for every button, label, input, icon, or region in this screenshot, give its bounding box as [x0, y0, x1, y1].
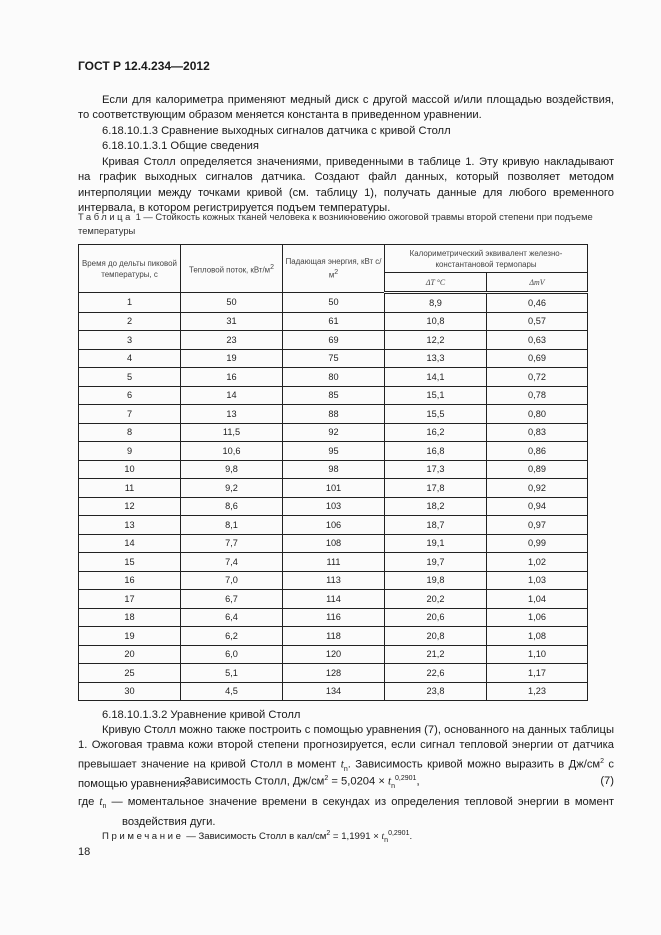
table-cell: 5,1: [181, 664, 283, 683]
table-cell: 1,03: [487, 571, 588, 590]
table-row: [79, 423, 588, 442]
table-row: [79, 497, 588, 516]
table-cell: 6: [79, 386, 181, 405]
table-cell: 17: [79, 590, 181, 609]
table-row: [79, 349, 588, 368]
table-cell: 95: [283, 442, 385, 461]
table-row: [79, 479, 588, 498]
table-row: [79, 368, 588, 387]
table-cell: 15,1: [385, 386, 487, 405]
where-clause: где $t_n$ — моментальное значение времени в секундах из определения тепловой энергии в момент воздействия дуги.: [78, 796, 614, 828]
table-cell: 10,6: [181, 442, 283, 461]
table-cell: 6,2: [181, 627, 283, 646]
table-cell: 19: [79, 627, 181, 646]
table-cell: 9: [79, 442, 181, 461]
table-cell: 25: [79, 664, 181, 683]
note: Примечание — Зависимость Столл в кал/$см^2 = 1,1991 \times t_n^{0,2901}$.: [102, 830, 413, 845]
table-cell: 0,57: [487, 312, 588, 331]
table-cell: 19: [181, 349, 283, 368]
table-row: [79, 553, 588, 572]
table-cell: 12,2: [385, 331, 487, 350]
table-cell: 111: [283, 553, 385, 572]
table-cell: 0,72: [487, 368, 588, 387]
table-cell: 1,02: [487, 553, 588, 572]
col-header-time: Время до дельты пиковой температуры, с: [79, 245, 181, 293]
section-heading-2: 6.18.10.1.3.2 Уравнение кривой Столл: [102, 709, 301, 721]
table-row: [79, 460, 588, 479]
table-cell: 6,7: [181, 590, 283, 609]
section-heading: 6.18.10.1.3 Сравнение выходных сигналов датчика с кривой Столл: [102, 125, 451, 137]
page-number: 18: [78, 846, 91, 858]
table-cell: 108: [283, 534, 385, 553]
table-cell: 4,5: [181, 682, 283, 701]
table-row: [79, 627, 588, 646]
table-row: [79, 312, 588, 331]
table-cell: 30: [79, 682, 181, 701]
table-row: [79, 590, 588, 609]
table-cell: 120: [283, 645, 385, 664]
table-cell: 8: [79, 423, 181, 442]
table-cell: 1,10: [487, 645, 588, 664]
table-cell: 8,9: [385, 293, 487, 313]
table-cell: 11,5: [181, 423, 283, 442]
table-cell: 17,3: [385, 460, 487, 479]
table-cell: 21,2: [385, 645, 487, 664]
table-cell: 15: [79, 553, 181, 572]
table-cell: 0,69: [487, 349, 588, 368]
table-cell: 80: [283, 368, 385, 387]
table-cell: 13: [79, 516, 181, 535]
table-cell: 19,7: [385, 553, 487, 572]
table-row: [79, 331, 588, 350]
table-cell: 113: [283, 571, 385, 590]
table-cell: 0,63: [487, 331, 588, 350]
table-cell: 8,1: [181, 516, 283, 535]
table-cell: 7,4: [181, 553, 283, 572]
table-cell: 14: [79, 534, 181, 553]
table-cell: 18: [79, 608, 181, 627]
table-cell: 88: [283, 405, 385, 424]
col-header-calorimetric: Калориметрический эквивалент железно-константановой термопары: [385, 245, 588, 273]
table-cell: 12: [79, 497, 181, 516]
table-row: [79, 442, 588, 461]
col-header-dmv: ΔmV: [487, 273, 588, 293]
table-cell: 0,97: [487, 516, 588, 535]
table-cell: 6,0: [181, 645, 283, 664]
table-cell: 8,6: [181, 497, 283, 516]
table-cell: 13,3: [385, 349, 487, 368]
table-cell: 128: [283, 664, 385, 683]
table-cell: 23,8: [385, 682, 487, 701]
equation-7: Зависимость Столл, $Дж/см^2 = 5,0204 \times t_n^{0,2901}$,: [184, 775, 420, 790]
table-row: [79, 534, 588, 553]
table-row: [79, 386, 588, 405]
table-cell: 0,92: [487, 479, 588, 498]
table-row: [79, 645, 588, 664]
table-cell: 13: [181, 405, 283, 424]
table-cell: 75: [283, 349, 385, 368]
table-cell: 1: [79, 293, 181, 313]
table-cell: 20,6: [385, 608, 487, 627]
table-cell: 118: [283, 627, 385, 646]
table-cell: 114: [283, 590, 385, 609]
table-cell: 134: [283, 682, 385, 701]
table-cell: 16: [181, 368, 283, 387]
table-cell: 19,1: [385, 534, 487, 553]
table-cell: 69: [283, 331, 385, 350]
table-cell: 0,99: [487, 534, 588, 553]
table-cell: 1,23: [487, 682, 588, 701]
intro-paragraph: Если для калориметра применяют медный диск с другой массой и/или площадью воздействия, то соответствующим образом меняется константа в приведенном уравнении.: [78, 94, 614, 122]
table-cell: 10,8: [385, 312, 487, 331]
table-cell: 0,78: [487, 386, 588, 405]
table-cell: 16,8: [385, 442, 487, 461]
table-cell: 7,0: [181, 571, 283, 590]
table-cell: 22,6: [385, 664, 487, 683]
table-cell: 2: [79, 312, 181, 331]
table-cell: 7: [79, 405, 181, 424]
table-cell: 1,04: [487, 590, 588, 609]
table-cell: 14: [181, 386, 283, 405]
table-cell: 0,80: [487, 405, 588, 424]
table-cell: 101: [283, 479, 385, 498]
table-cell: 20,8: [385, 627, 487, 646]
table-row: [79, 516, 588, 535]
table-cell: 116: [283, 608, 385, 627]
table-cell: 9,8: [181, 460, 283, 479]
table-cell: 106: [283, 516, 385, 535]
subsection-heading: 6.18.10.1.3.1 Общие сведения: [102, 140, 259, 152]
table-cell: 0,83: [487, 423, 588, 442]
table-cell: 16: [79, 571, 181, 590]
table-row: [79, 608, 588, 627]
table-cell: 20,2: [385, 590, 487, 609]
col-header-flux: Тепловой поток, кВт/$м^2$: [181, 245, 283, 293]
table-cell: 98: [283, 460, 385, 479]
table-cell: 4: [79, 349, 181, 368]
table-caption: Таблица 1 — Стойкость кожных тканей человека к возникновению ожоговой травмы второй степени при подъеме температуры: [78, 211, 593, 236]
equation-number: (7): [600, 775, 614, 787]
table-cell: 0,94: [487, 497, 588, 516]
table-cell: 0,46: [487, 293, 588, 313]
table-cell: 5: [79, 368, 181, 387]
table-cell: 1,17: [487, 664, 588, 683]
table-cell: 15,5: [385, 405, 487, 424]
equation-paragraph: Кривую Столл можно также построить с помощью уравнения (7), основанного на данных таблицы 1. Ожоговая травма кожи второй степени прогнозируется, если сигнал тепловой энергии от датчика превышает значение на кривой Столл в момент $t_n$. Зависимость кривой можно выразить в $Дж/см^2$ с помощью уравнения:: [78, 724, 615, 790]
table-cell: 50: [283, 293, 385, 313]
table-cell: 14,1: [385, 368, 487, 387]
table-cell: 103: [283, 497, 385, 516]
table-cell: 19,8: [385, 571, 487, 590]
table-row: [79, 293, 588, 313]
table-cell: 23: [181, 331, 283, 350]
table-cell: 0,89: [487, 460, 588, 479]
table-cell: 18,2: [385, 497, 487, 516]
table-row: [79, 682, 588, 701]
table-cell: 1,06: [487, 608, 588, 627]
table-cell: 50: [181, 293, 283, 313]
table-cell: 10: [79, 460, 181, 479]
table-cell: 7,7: [181, 534, 283, 553]
table-cell: 16,2: [385, 423, 487, 442]
table-row: [79, 664, 588, 683]
table-cell: 61: [283, 312, 385, 331]
table-cell: 31: [181, 312, 283, 331]
table-cell: 18,7: [385, 516, 487, 535]
table-cell: 1,08: [487, 627, 588, 646]
col-header-energy: Падающая энергия, кВт $с/м^2$: [283, 245, 385, 293]
col-header-dt: ΔT °C: [385, 273, 487, 293]
table-cell: 85: [283, 386, 385, 405]
table-cell: 9,2: [181, 479, 283, 498]
stoll-paragraph: Кривая Столл определяется значениями, приведенными в таблице 1. Эту кривую накладывают на график выходных сигналов датчика. Создают файл данных, который позволяет методом интерполяции между точками кривой (см. таблицу 1), получать данные для любого временного интервала, в котором регистрируется подъем температуры.: [78, 156, 614, 214]
table-row: [79, 571, 588, 590]
stoll-table: [78, 244, 588, 701]
table-cell: 3: [79, 331, 181, 350]
table-cell: 11: [79, 479, 181, 498]
table-cell: 17,8: [385, 479, 487, 498]
table-cell: 0,86: [487, 442, 588, 461]
table-row: [79, 405, 588, 424]
table-cell: 20: [79, 645, 181, 664]
table-cell: 6,4: [181, 608, 283, 627]
doc-id: ГОСТ Р 12.4.234—2012: [78, 59, 210, 73]
table-cell: 92: [283, 423, 385, 442]
